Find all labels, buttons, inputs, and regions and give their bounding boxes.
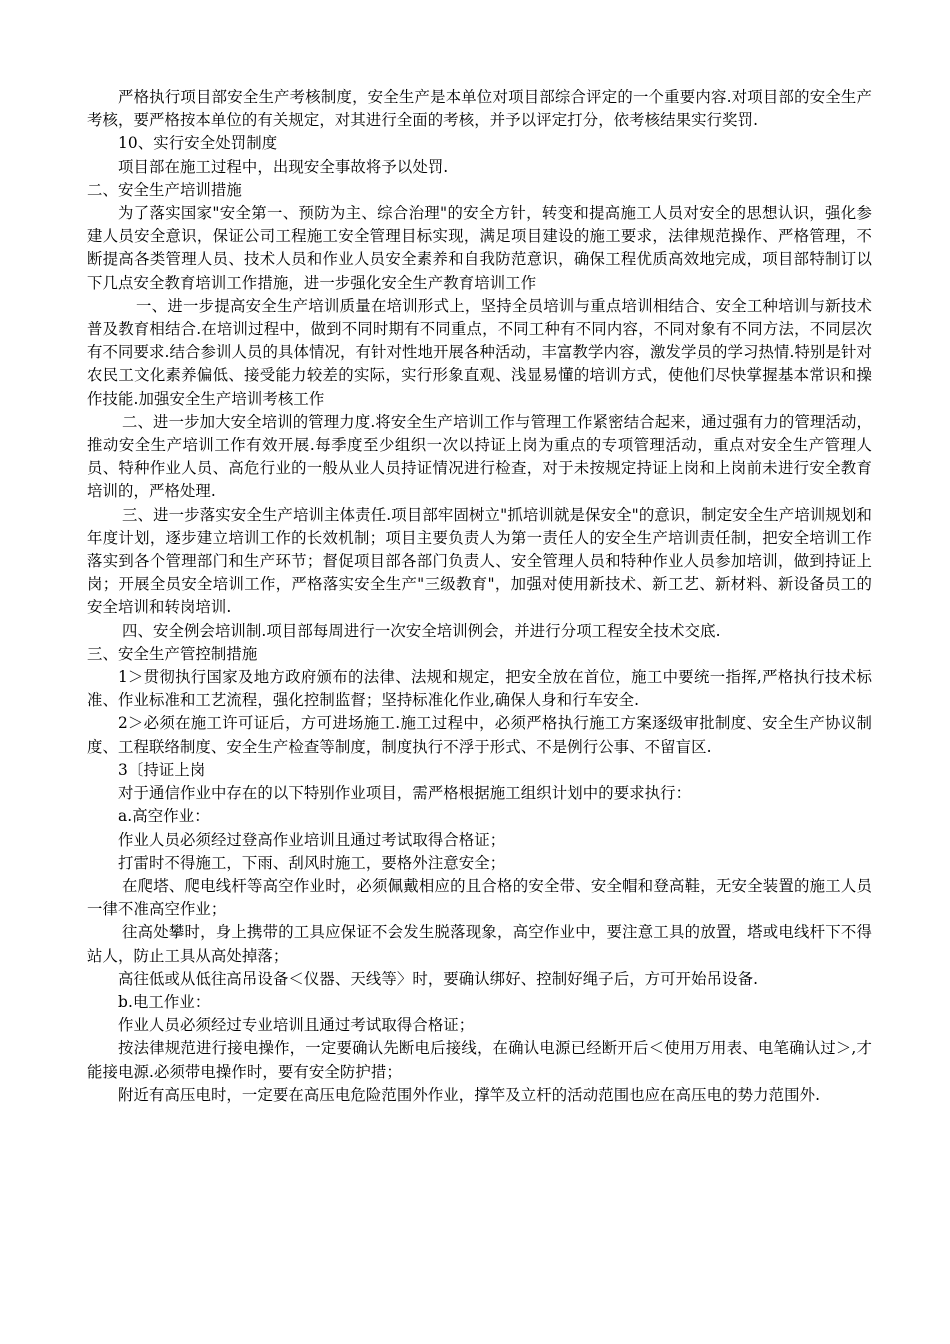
paragraph-special-operations: 对于通信作业中存在的以下特别作业项目，需严格根据施工组织计划中的要求执行： [118,784,692,803]
paragraph-training-management: 二、进一步加大安全培训的管理力度.将安全生产培训工作与管理工作紧密结合起来，通过强有力的管理活动，推动安全生产培训工作有效开展.每季度至少组织一次以持证上岗为重点的专项管理活动，重点对安全生产管理人员、特种作业人员、高危行业的一般从业人员持证情况进行检查，对于未按规定持证上岗和上岗前未进行安全教育培训的，严格处理. [87,412,872,501]
heading-certified-work: 3〔持证上岗 [118,760,206,779]
paragraph-assessment-system: 严格执行项目部安全生产考核制度，安全生产是本单位对项目部综合评定的一个重要内容.对项目部的安全生产考核，要严格按本单位的有关规定，对其进行全面的考核，并予以评定打分，依考核结果实行奖罚. [87,88,872,130]
paragraph-control-2: 2＞必须在施工许可证后，方可进场施工.施工过程中，必须严格执行施工方案逐级审批制度、安全生产协议制度、工程联络制度、安全生产检查等制度，制度执行不浮于形式、不是例行公事、不留盲区. [87,714,872,756]
list-item-electrical-1: 作业人员必须经过专业培训且通过考试取得合格证； [118,1016,475,1035]
heading-penalty-system: 10、实行安全处罚制度 [118,134,278,153]
heading-high-altitude: a.高空作业： [118,807,210,826]
paragraph-training-responsibility: 三、进一步落实安全生产培训主体责任.项目部牢固树立"抓培训就是保安全"的意识，制定安全生产培训规划和年度计划，逐步建立培训工作的长效机制；项目主要负责人为第一责任人的安全生产培训责任制，把安全培训工作落实到各个管理部门和生产环节；督促项目部各部门负责人、安全管理人员和特种作业人员参加培训，做到持证上岗；开展全员安全培训工作，严格落实安全生产"三级教育"，加强对使用新技术、新工艺、新材料、新设备员工的安全培训和转岗培训. [87,505,872,617]
list-item-high-altitude-2: 打雷时不得施工，下雨、刮风时施工，要格外注意安全； [118,853,506,872]
heading-electrical-work: b.电工作业： [118,992,211,1011]
section-heading-training: 二、安全生产培训措施 [87,180,242,199]
paragraph-control-1: 1＞贯彻执行国家及地方政府颁布的法律、法规和规定，把安全放在首位，施工中要统一指挥,严格执行技术标准、作业标准和工艺流程，强化控制监督；坚持标准化作业,确保人身和行车安全. [87,668,872,710]
list-item-high-altitude-3: 在爬塔、爬电线杆等高空作业时，必须佩戴相应的且合格的安全带、安全帽和登高鞋，无安全装置的施工人员一律不准高空作业； [87,876,872,919]
list-item-electrical-2: 按法律规范进行接电操作，一定要确认先断电后接线，在确认电源已经断开后＜使用万用表、电笔确认过＞,才能接电源.必须带电操作时，要有安全防护措； [87,1039,872,1081]
list-item-high-altitude-1: 作业人员必须经过登高作业培训且通过考试取得合格证； [118,830,506,849]
list-item-high-altitude-5: 高往低或从低往高吊设备＜仪器、天线等〉时，要确认绑好、控制好绳子后，方可开始吊设备. [118,969,759,988]
paragraph-weekly-meeting: 四、安全例会培训制.项目部每周进行一次安全培训例会，并进行分项工程安全技术交底. [122,621,721,640]
paragraph-training-quality: 一、进一步提高安全生产培训质量在培训形式上，坚持全员培训与重点培训相结合、安全工种培训与新技术普及教育相结合.在培训过程中，做到不同时期有不同重点，不同工种有不同内容，不同对象有不同方法，不同层次有不同要求.结合参训人员的具体情况，有针对性地开展各种活动，丰富教学内容，激发学员的学习热情.特别是针对农民工文化素养偏低、接受能力较差的实际，实行形象直观、浅显易懂的培训方式，使他们尽快掌握基本常识和操作技能.加强安全生产培训考核工作 [87,296,872,408]
section-heading-control: 三、安全生产管控制措施 [87,644,258,663]
paragraph-penalty: 项目部在施工过程中，出现安全事故将予以处罚. [118,157,449,176]
list-item-high-altitude-4: 往高处攀时，身上携带的工具应保证不会发生脱落现象，高空作业中，要注意工具的放置，塔或电线杆下不得站人，防止工具从高处掉落； [87,923,872,965]
document-body [87,86,872,1107]
paragraph-training-intro: 为了落实国家"安全第一、预防为主、综合治理"的安全方针，转变和提高施工人员对安全的思想认识，强化参建人员安全意识，保证公司工程施工安全管理目标实现，满足项目建设的施工要求，法律规范操作、严格管理，不断提高各类管理人员、技术人员和作业人员安全素养和自我防范意识，确保工程优质高效地完成，项目部特制订以下几点安全教育培训工作措施，进一步强化安全生产教育培训工作 [87,204,872,292]
list-item-electrical-3: 附近有高压电时，一定要在高压电危险范围外作业，撑竿及立杆的活动范围也应在高压电的势力范围外. [118,1085,821,1104]
